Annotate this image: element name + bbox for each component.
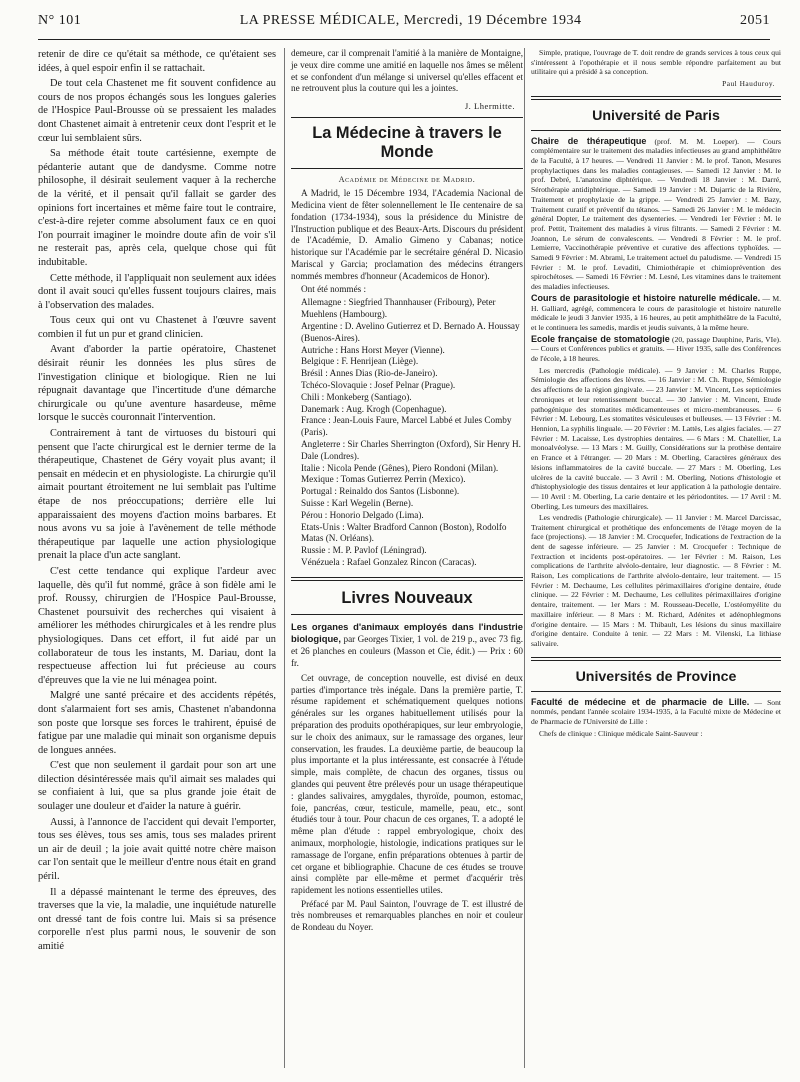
- paragraph: Préfacé par M. Paul Sainton, l'ouvrage de T. est illustré de très nombreuses et remarquables planches en noir et couleur de Rondeau du Noyer.: [291, 898, 523, 933]
- list-item: Argentine : D. Avelino Gutierrez et D. Bernado A. Houssay (Buenos-Aires).: [301, 320, 520, 343]
- course-text: — Sont nommés, pendant l'année scolaire 1934-1935, à la Faculté mixte de Médecine et de Pharmacie de l'Université de Lille :: [531, 697, 781, 727]
- list-item: France : Jean-Louis Faure, Marcel Labbé et Jules Comby (Paris).: [301, 415, 512, 438]
- paragraph: Tous ceux qui ont vu Chastenet à l'œuvre savent combien il fut un pur et grand clinicien.: [38, 315, 276, 340]
- page-header: [38, 13, 770, 40]
- paragraph: Malgré une santé précaire et des accidents répétés, dont s'alarmaient fort ses amis, Chastenet n'abandonna son poste que lorsque ses forces le trahirent, épuisé de fatigue par une maladie qui minait son organisme depuis de longues années.: [38, 690, 276, 756]
- list-item: Mexique : Tomas Gutierrez Perrin (Mexico).: [301, 474, 466, 485]
- members-list: [291, 297, 523, 568]
- paragraph: Avant d'aborder la partie opératoire, Chastenet désirait réunir les données les plus sûres de l'investigation clinique et biologique. Rien ne lui répugnait davantage que l'incertitude d'une démarche chirurgicale ou qu'une aventure hasardeuse, même lorsque le succès couronnait l'intervention.: [38, 344, 276, 424]
- journal-title: LA PRESSE MÉDICALE, Mercredi, 19 Décembre 1934: [239, 13, 582, 28]
- section-divider: [291, 614, 523, 615]
- book-title: Les organes d'animaux employés dans l'industrie biologique,: [291, 620, 523, 645]
- list-item: Italie : Nicola Pende (Gênes), Piero Rondoni (Milan).: [301, 462, 499, 473]
- list-item: Tchéco-Slovaquie : Josef Pelnar (Prague).: [301, 379, 456, 390]
- course-title: Faculté de médecine et de pharmacie de Lille.: [531, 696, 750, 707]
- list-item: Angleterre : Sir Charles Sherrington (Oxford), Sir Henry H. Dale (Londres).: [301, 438, 521, 461]
- subsection-title: Académie de Médecine de Madrid.: [338, 175, 476, 185]
- section-title: Livres Nouveaux: [341, 588, 473, 607]
- paragraph: Sa méthode était toute cartésienne, exempte de pédanterie autant que de dandysme. Comme notre philosophe, il désirait seulement vaquer à la recherche de la vérité, et il pensait qu'il fallait se garder des opinions fort incertaines et même faire tout le contraire, c'est-à-dire rejeter comme absolument faux ce en quoi l'on pourrait imaginer le moindre doute afin de voir s'il ne resterait pas, après cela, quelque chose qui fût indubitable.: [38, 148, 276, 268]
- list-item: Pérou : Honorio Delgado (Lima).: [301, 509, 424, 520]
- paragraph: retenir de dire ce qu'était sa méthode, ce qu'étaient ses idées, à quel espoir enfin il se rattachait.: [38, 49, 276, 74]
- list-item: Belgique : F. Henrijean (Liège).: [301, 356, 419, 367]
- author-signature: Paul Hauduroy.: [722, 78, 775, 88]
- paragraph: De tout cela Chastenet me fit souvent confidence au cours de nos propos échangés sous les longues galeries de l'Hospice Paul-Brousse où se pressaient les malades dont Chastenet aimait à entretenir ceux dont l'esprit et le cœur lui semblaient sûrs.: [38, 78, 276, 144]
- section-title: Universités de Province: [575, 668, 737, 685]
- paragraph: Contrairement à tant de virtuoses du bistouri qui pensent que l'acte chirurgical est le dernier terme de la thérapeutique, Chastenet de Géry voyait plus avant; il pensait en médecin et en physiologiste. La chirurgie qu'il aimait pourtant étroitement ne lui semblait pas l'ultime étape de nos préoccupations; derrière elle lui apparaissaient des moyens d'action moins barbares. Et nous avons vu sa joie à l'avènement de telle méthode thérapeutique par laquelle une action physiologique prenait la place d'un acte sanglant.: [38, 428, 276, 562]
- paragraph: Simple, pratique, l'ouvrage de T. doit rendre de grands services à tous ceux qui s'intéressent à l'opothérapie et il nous semble répondre parfaitement au but utilitaire qui a présidé à sa conception.: [531, 48, 781, 77]
- paragraph: Cet ouvrage, de conception nouvelle, est divisé en deux parties d'importance très inégale. Dans la première partie, T. résume rapidement et schématiquement quelques notions générales sur les organes habituellement utilisés pour la préparation des produits opothérapiques, sur leur embryologie, sur le choix des animaux, sur le ramassage des organes, leur conservation, les fraudes. La deuxième partie, de beaucoup la plus importante et la plus intéressante, est consacrée à l'étude simple, mais complète, de chacun des organes, tissus ou glandes qui peuvent être prélevés pour un usage thérapeutique : glandes salivaires, amygdales, thyroïde, poumon, estomac, foie, pancréas, cœur, testicule, mamelle, peau, etc., sont étudiés tour à tour. Pour chacun de ces organes, T. a adopté le même plan d'étude : rappel embryologique, choix des animaux, morphologie, histologie, indications pratiques sur le ramassage de l'organe, enfin préparations obtenues à partir de cet organe et bibliographie. Chacune de ces études se trouve ainsi complète par elle-même et permet d'acquérir très rapidement les notions essentielles utiles.: [291, 672, 523, 896]
- course-title: Ecole française de stomatologie: [531, 333, 670, 344]
- list-item: Portugal : Reinaldo dos Santos (Lisbonne).: [301, 486, 460, 497]
- section-divider: [531, 96, 781, 100]
- book-reference: par Georges Tixier, 1 vol. de 219 p., avec 73 fig. et 26 planches en couleurs (Masson et Cie, édit.) — Prix : 60 fr.: [291, 634, 523, 669]
- paragraph: Il a dépassé maintenant le terme des épreuves, des traverses que la vie, la maladie, une inquiétude naturelle ont dressé tant de fois contre lui. Mais si sa présence corporelle n'est plus parmi nous, le souvenir de son amitié: [38, 886, 276, 952]
- paragraph: Chefs de clinique : Clinique médicale Saint-Sauveur :: [539, 728, 703, 738]
- course-entry: [531, 137, 781, 292]
- issue-number: N° 101: [38, 13, 82, 28]
- course-title: Chaire de thérapeutique: [531, 135, 647, 146]
- course-entry: [531, 294, 781, 333]
- section-divider: [291, 117, 523, 118]
- paragraph: Cette méthode, il l'appliquait non seulement aux idées dont il avait souci qu'elles fussent toujours claires, mais à l'observation des malades.: [38, 272, 276, 311]
- list-item: Russie : M. P. Pavlof (Léningrad).: [301, 545, 427, 556]
- list-item: Chili : Monkeberg (Santiago).: [301, 391, 412, 402]
- section-divider: [531, 657, 781, 661]
- column-1: [38, 48, 276, 1068]
- section-divider: [291, 577, 523, 581]
- section-divider: [531, 130, 781, 131]
- list-item: Suisse : Karl Wegelin (Berne).: [301, 497, 414, 508]
- paragraph: demeure, car il comprenait l'amitié à la manière de Montaigne, je veux dire comme une amitié en laquelle nos âmes se mêlent et se confondent d'un mélange si universel qu'elles effacent et ne retrouvent plus la couture qui les a jointes.: [291, 48, 523, 94]
- course-text: — M. H. Galliard, agrégé, commencera le cours de parasitologie et histoire naturelle médicale le jeudi 3 Janvier 1935, à 16 heures, au petit amphithéâtre de la Faculté, et le continuera les samedis, mardis et jeudis suivants, à la même heure.: [531, 293, 781, 332]
- section-title: Université de Paris: [592, 107, 720, 124]
- paragraph: Aussi, à l'annonce de l'accident qui devait l'emporter, tous ses élèves, tous ses amis, tous ses malades prirent un air de deuil ; la joie avait quitté notre chère maison car l'on sentait que le meilleur d'entre nous était en grand péril.: [38, 816, 276, 883]
- paragraph: C'est que non seulement il gardait pour son art une dilection désintéressée mais qu'il aimait ses malades qui se confiaient à lui, que sa plus grande joie était de soulager une douleur et d'aider la nature à guérir.: [38, 760, 276, 813]
- author-signature: J. Lhermitte.: [464, 101, 515, 112]
- section-title: La Médecine à travers le Monde: [312, 124, 502, 162]
- section-divider: [531, 691, 781, 692]
- section-divider: [291, 168, 523, 169]
- paragraph: C'est cette tendance qui explique l'ardeur avec laquelle, dès qu'il fut nommé, grâce à son fidèle ami le prof. Roussy, chirurgien de l'Hospice Paul-Brousse, Chastenet poursuivit des recherches qui visaient à améliorer les méthodes chirurgicales et à les rendre plus physiologiques. Dans cet effort, il fut aidé par un collaborateur de tous les instants, M. Dariau, dont la respectueuse affection lui fut précieuse au cours d'épreuves que la vie ne lui ménagea point.: [38, 565, 276, 686]
- paragraph: A Madrid, le 15 Décembre 1934, l'Academia Nacional de Medicina vient de fêter solennellement le IIe centenaire de sa fondation (1734-1934), sous la présidence du Ministre de l'Instruction publique et des Beaux-Arts. Discours du président de l'Académie, D. Amalio Gimeno y Cabanas; notice historique sur l'Académie par le secrétaire général D. Nicasio Mariscal y Garcia; proclamation des médecins étrangers nommés membres d'honneur (Academicos de Honor).: [291, 188, 523, 281]
- list-item: Etats-Unis : Walter Bradford Cannon (Boston), Rodolfo Matas (N. Orléans).: [301, 521, 507, 544]
- list-item: Allemagne : Siegfried Thannhauser (Fribourg), Peter Muehlens (Hambourg).: [301, 297, 496, 320]
- list-item: Vénézuela : Rafael Gonzalez Rincon (Caracas).: [301, 556, 477, 567]
- list-item: Autriche : Hans Horst Meyer (Vienne).: [301, 344, 445, 355]
- page-number: 2051: [740, 13, 770, 28]
- paragraph: Les mercredis (Pathologie médicale). — 9 Janvier : M. Charles Ruppe, Sémiologie des affections des lèvres. — 16 Janvier : M. Ch. Ruppe, Sémiologie des affections de la région gingivale. — 23 Janvier : M. Vincent, Les septicémies chroniques et leur retentissement buccal. — 30 Janvier : M. Vincent, Etude pathogénique des stomatites médicamenteuses et micro-membraneuses. — 6 Février : M. Lebourg, Les stomatites vésiculeuses et bulleuses. — 13 Février : M. Hennion, La syphilis linguale. — 20 Février : M. Lattès, Les algies faciales. — 27 Février : M. Lacaisse, Les dystrophies dentaires. — 6 Mars : M. Chatellier, La monoalvéolyse. — 13 Mars : M. Guilly, Considérations sur la prothèse dentaire en France et à l'étranger. — 20 Mars : M. Oberling, Caractères généraux des lésions inflammatoires de la cavité buccale. — 27 Mars : M. Oberling, Les ulcères de la cavité buccale. — 3 Avril : M. Oberling, Notions d'histologie et d'histophysiologie des tissus dentaires et leur application à la pathologie dentaire. — 10 Avril : M. Oberling, La carie dentaire et les périodontites. — 17 Avril : M. Oberling, Les tumeurs des maxillaires.: [531, 365, 781, 511]
- course-entry: [531, 698, 781, 727]
- course-entry: [531, 335, 781, 364]
- course-title: Cours de parasitologie et histoire naturelle médicale.: [531, 292, 761, 303]
- paragraph: Les vendredis (Pathologie chirurgicale). — 11 Janvier : M. Marcel Darcissac, Traitement chirurgical et prothétique des enfoncements de l'étage moyen de la face (projections). — 18 Janvier : M. Crocquefer, Indications de l'extraction de la dent de sagesse inférieure. — 25 Janvier : M. Crocquefer : Technique de l'extraction et incidents post-opératoires. — 1er Février : M. Raison, Les complications de l'arthrite alvéolo-dentaire, leur diagnostic. — 8 Février : M. Raison, Les complications de l'arthrite alvéolo-dentaire, leur traitement. — 15 Février : M. Dechaume, Les cellulites périmaxillaires d'origine dentaire, étude clinique. — 22 Février : M. Dechaume, Les cellulites périmaxillaires d'origine dentaire, traitement. — 1er Mars : M. Rousseau-Decelle, L'ostéomyélite du maxillaire inférieur. — 8 Mars : M. Richard, Adénites et adénophlegmons d'origine dentaire. — 15 Mars : M. Thibault, Les lésions du sinus maxillaire d'origine dentaire. Conduite à tenir. — 22 Mars : M. Vilenski, La lithiase salivaire.: [531, 512, 781, 648]
- list-item: Danemark : Aug. Krogh (Copenhague).: [301, 403, 447, 414]
- column-2: [284, 48, 523, 1068]
- column-3: [524, 48, 781, 1068]
- members-intro: Ont été nommés :: [301, 284, 367, 295]
- list-item: Brésil : Annes Dias (Rio-de-Janeiro).: [301, 368, 438, 379]
- book-entry: [291, 621, 523, 670]
- course-text: (prof. M. M. Loeper). — Cours complémentaire sur le traitement des maladies infectieuses au grand amphithéâtre de la Faculté, à 17 heures. — Vendredi 11 Janvier : M. le prof. Tanon, Mesures prophylactiques dans les maladies contagieuses. — Samedi 12 Janvier : M. le prof. Debré, L'anatoxine diphtérique. — Vendredi 18 Janvier : M. Darré, Sérothérapie antidiphtérique. — Samedi 19 Janvier : M. Dujarric de la Rivière, Traitement et prophylaxie de la grippe. — Vendredi 25 Janvier : M. Bazy, Traitement curatif et préventif du tétanos. — Samedi 26 Janvier : M. le médecin général Dopter, Le traitement des dysenteries. — Vendredi 1er Février : M. le prof. Pettit, Traitement des maladies à virus filtrants. — Samedi 2 Février : M. Joannon, Le sérum de convalescents. — Vendredi 8 Février : M. le prof. Lemierre, Vaccinothérapie préventive et curative des affections typhoïdes. — Samedi 9 Février : M. Abrami, Le traitement actuel du paludisme. — Vendredi 15 Février : M. le prof. Levaditi, Chimiothérapie et chimioprévention des spirochétoses. — Samedi 16 Février : M. Lesné, Les vitamines dans le traitement des maladies infectieuses.: [531, 136, 781, 292]
- course-text: (20, passage Dauphine, Paris, VIe). — Cours et Conférences publics et gratuits. — Hiver 1935, salle des Conférences de l'école, à 18 heures.: [531, 334, 781, 364]
